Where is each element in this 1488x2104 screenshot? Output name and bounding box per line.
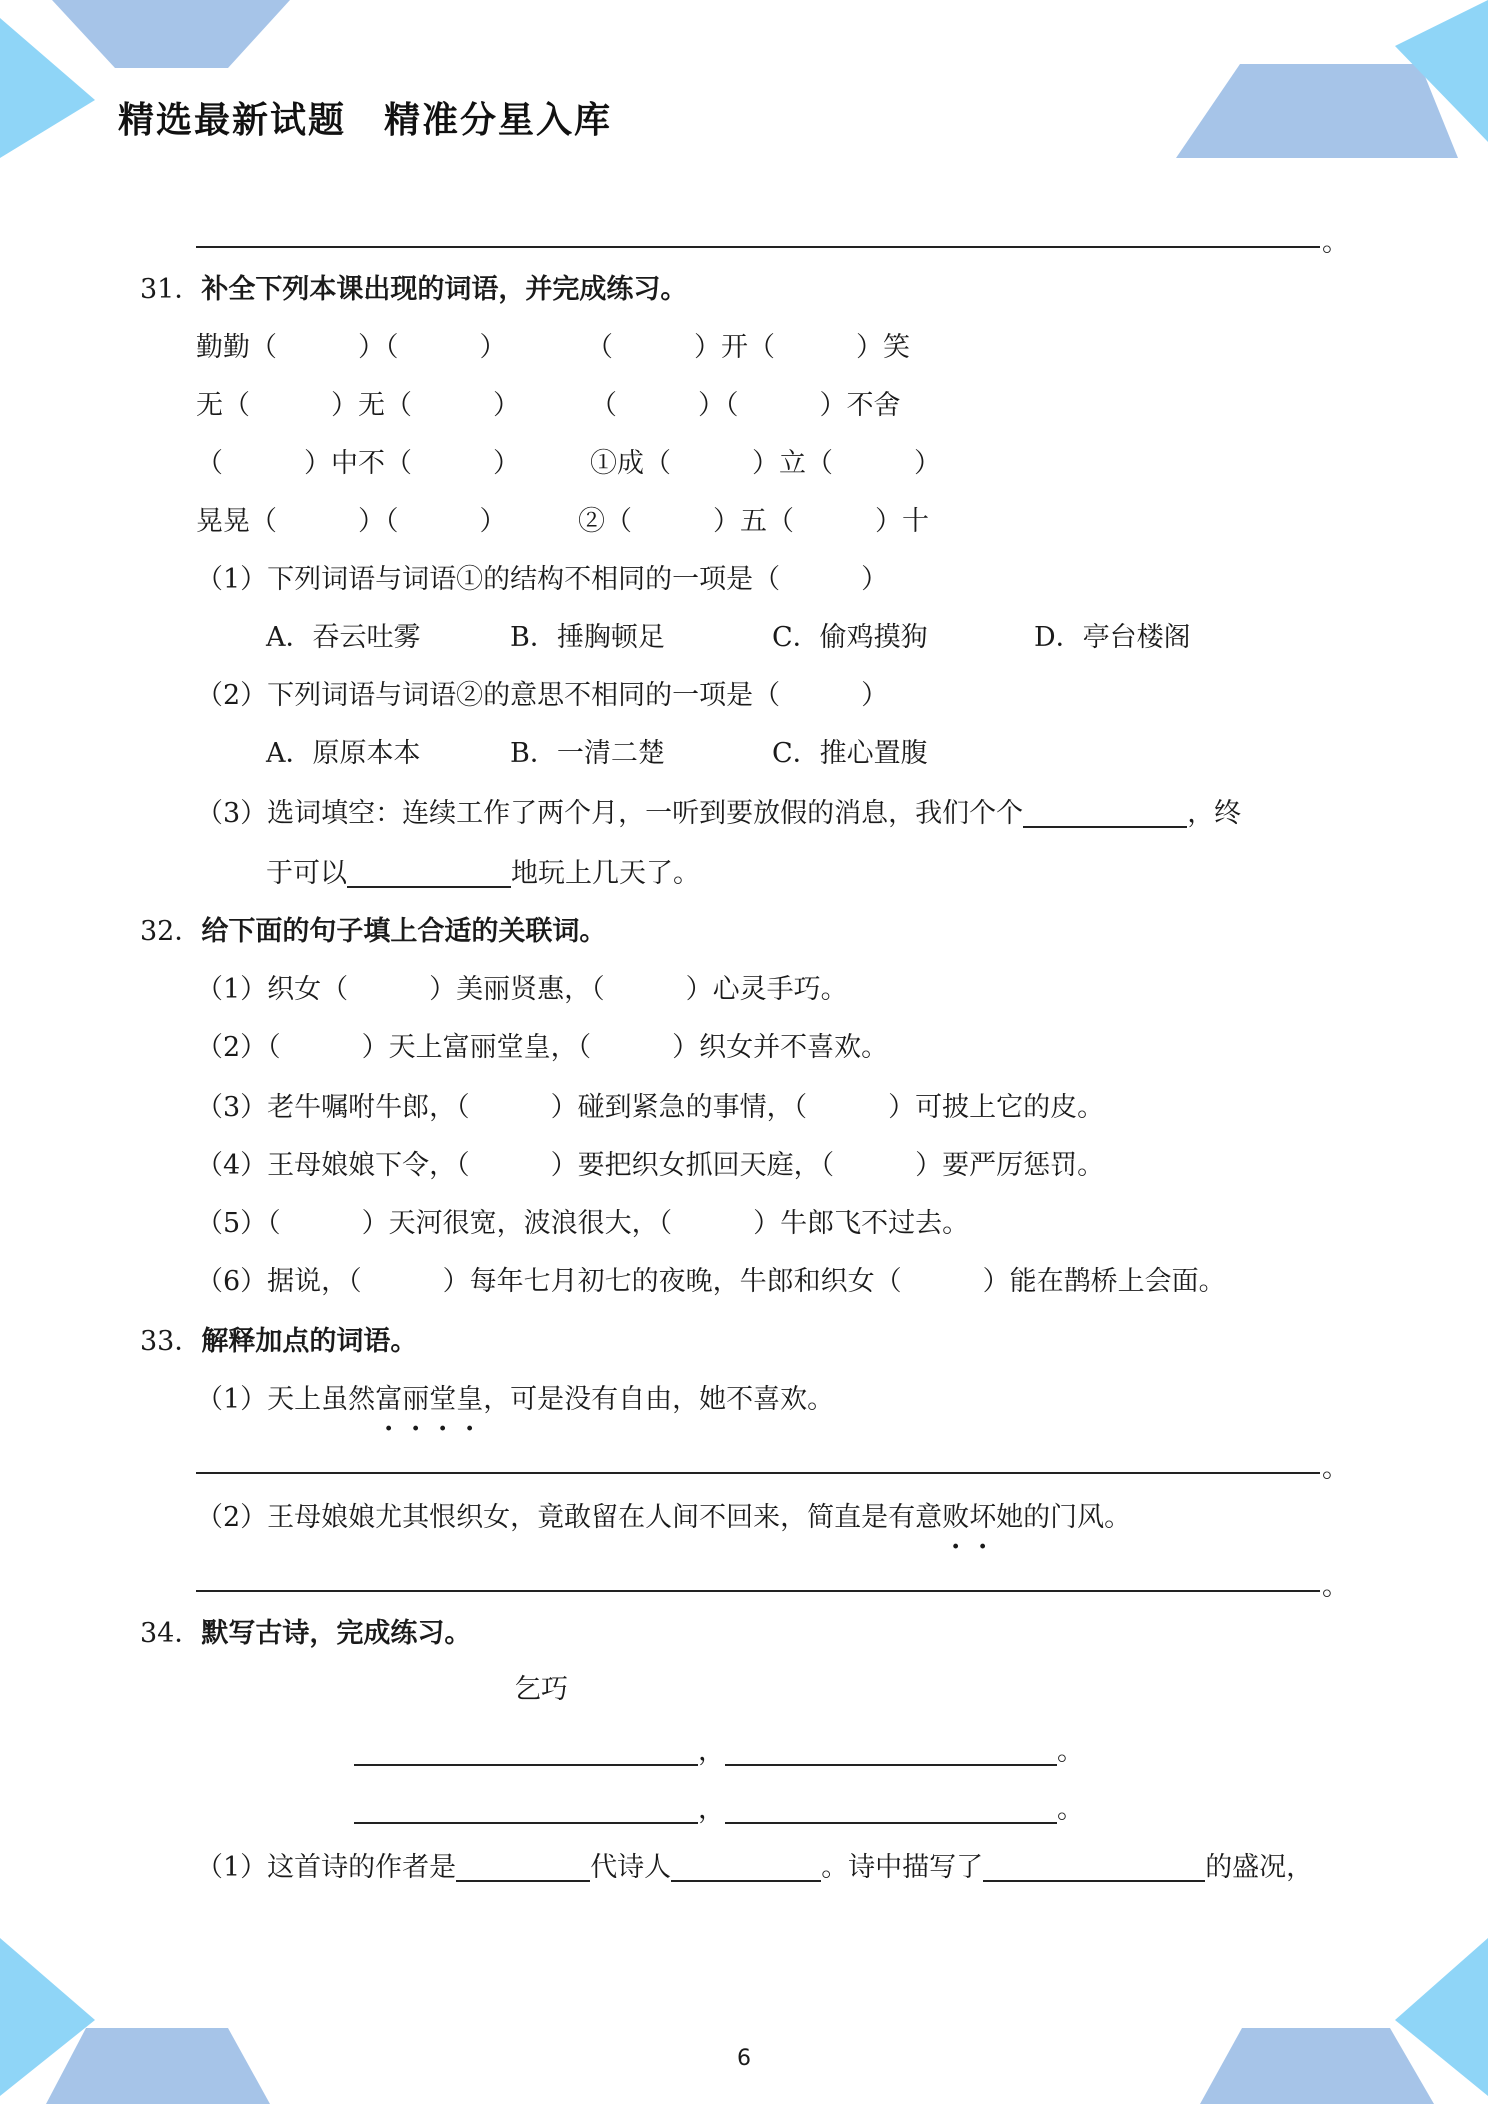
- q31-sub1-option-b[interactable]: B．捶胸顿足: [510, 622, 665, 653]
- q32-item-3[interactable]: （3）老牛嘱咐牛郎，（ ）碰到紧急的事情，（ ）可披上它的皮。: [196, 1092, 1105, 1123]
- q31-row3-word1[interactable]: （ ）中不（ ）: [196, 448, 520, 479]
- q33-answer-period-2: 。: [1322, 1571, 1349, 1602]
- q33-dotted-char: 败: [942, 1502, 970, 1533]
- poem-blank[interactable]: [725, 1794, 1057, 1824]
- poem-blank[interactable]: [725, 1736, 1057, 1766]
- q32-item-5[interactable]: （5）（ ）天河很宽，波浪很大，（ ）牛郎飞不过去。: [196, 1208, 970, 1239]
- q31-sub3-line1: [196, 796, 1241, 832]
- q33-dotted-char: 皇: [456, 1384, 484, 1415]
- top-right-trapezoid: [1176, 64, 1458, 158]
- q31-sub1-option-a[interactable]: A．吞云吐雾: [266, 622, 421, 653]
- q31-title: [140, 272, 687, 308]
- q31-row1-word2[interactable]: （ ）开（ ）笑: [586, 332, 910, 363]
- q31-sub1-option-c[interactable]: C．偷鸡摸狗: [772, 622, 928, 653]
- poem-title: 乞巧: [514, 1674, 568, 1705]
- q34-title: [140, 1616, 471, 1652]
- poem-comma: ，: [698, 1736, 725, 1767]
- q34-poet-blank[interactable]: [671, 1852, 821, 1882]
- q31-sub3-blank1[interactable]: [1023, 798, 1187, 828]
- q33-sentence-1: [196, 1382, 834, 1418]
- bottom-left-triangle: [0, 1938, 95, 2096]
- bottom-right-triangle: [1395, 1938, 1488, 2096]
- poem-period: 。: [1057, 1736, 1084, 1767]
- q31-sub2-options: [266, 736, 928, 772]
- q31-row3-word2[interactable]: ①成（ ）立（ ）: [590, 448, 941, 479]
- q31-sub2: （2）下列词语与词语②的意思不相同的一项是（ ）: [196, 680, 889, 711]
- poem-line-2: [354, 1792, 1084, 1828]
- q31-sub3-blank2[interactable]: [347, 858, 511, 888]
- q34-scene-blank[interactable]: [983, 1852, 1205, 1882]
- q33-dotted-char: 丽: [402, 1384, 430, 1415]
- answer-period-top: 。: [1322, 227, 1349, 258]
- q31-row-1: [196, 330, 910, 366]
- q32-item-1[interactable]: （1）织女（ ）美丽贤惠，（ ）心灵手巧。: [196, 974, 848, 1005]
- q31-sub2-option-a[interactable]: A．原原本本: [266, 738, 421, 769]
- top-left-triangle: [0, 18, 95, 158]
- q31-row-2: [196, 388, 901, 424]
- q31-sub1: （1）下列词语与词语①的结构不相同的一项是（ ）: [196, 564, 889, 595]
- q31-title-text: 补全下列本课出现的词语，并完成练习。: [201, 274, 688, 305]
- q31-row2-word2[interactable]: （ ）（ ）不舍: [590, 390, 901, 421]
- q31-row4-word2[interactable]: ②（ ）五（ ）十: [578, 506, 929, 537]
- poem-blank[interactable]: [354, 1736, 698, 1766]
- q33-number: 33．: [140, 1326, 202, 1357]
- q31-sub1-options: [266, 620, 1191, 656]
- q34-dynasty-blank[interactable]: [456, 1852, 590, 1882]
- q31-row2-word1[interactable]: 无（ ）无（ ）: [196, 390, 520, 421]
- q32-item-6[interactable]: （6）据说，（ ）每年七月初七的夜晚，牛郎和织女（ ）能在鹊桥上会面。: [196, 1266, 1226, 1297]
- q31-row-3: [196, 446, 941, 482]
- q33-answer-period-1: 。: [1322, 1453, 1349, 1484]
- poem-comma: ，: [698, 1794, 725, 1825]
- q32-number: 32．: [140, 916, 202, 947]
- q31-sub2-option-c[interactable]: C．推心置腹: [772, 738, 928, 769]
- q34-sub1-text-c: 。诗中描写了: [821, 1852, 984, 1883]
- q33-sentence-2: [196, 1500, 1131, 1536]
- q31-sub3-text-d: 地玩上几天了。: [511, 858, 700, 889]
- q31-sub3-line2: [266, 856, 700, 892]
- q31-row-4: [196, 504, 929, 540]
- q31-row4-word1[interactable]: 晃晃（ ）（ ）: [196, 506, 507, 537]
- header-title: 精选最新试题 精准分星入库: [118, 100, 613, 141]
- q34-sub1-text-b: 代诗人: [590, 1852, 672, 1883]
- q33-s1-pre: （1）天上虽然: [196, 1384, 376, 1415]
- q32-title-text: 给下面的句子填上合适的关联词。: [201, 916, 607, 947]
- q32-item-4[interactable]: （4）王母娘娘下令，（ ）要把织女抓回天庭，（ ）要严厉惩罚。: [196, 1150, 1105, 1181]
- q33-dotted-char: 富: [375, 1384, 403, 1415]
- q33-answer-line-2[interactable]: [196, 1590, 1320, 1592]
- poem-period: 。: [1057, 1794, 1084, 1825]
- q31-sub2-option-b[interactable]: B．一清二楚: [510, 738, 665, 769]
- page-number: 6: [737, 2046, 751, 2071]
- q31-number: 31．: [140, 274, 202, 305]
- q31-sub3-text-b: ，终: [1187, 798, 1242, 829]
- q34-number: 34．: [140, 1618, 202, 1649]
- q33-dotted-char: 堂: [429, 1384, 457, 1415]
- q31-sub3-text-a: （3）选词填空：连续工作了两个月，一听到要放假的消息，我们个个: [196, 798, 1024, 829]
- q33-title-text: 解释加点的词语。: [201, 1326, 418, 1357]
- top-left-trapezoid: [52, 0, 290, 68]
- q34-sub1-text-d: 的盛况，: [1205, 1852, 1314, 1883]
- q33-s2-pre: （2）王母娘娘尤其恨织女，竟敢留在人间不回来，简直是有意: [196, 1502, 943, 1533]
- q31-row1-word1[interactable]: 勤勤（ ）（ ）: [196, 332, 507, 363]
- q34-title-text: 默写古诗，完成练习。: [201, 1618, 472, 1649]
- q32-item-2[interactable]: （2）（ ）天上富丽堂皇，（ ）织女并不喜欢。: [196, 1032, 889, 1063]
- q34-sub1-text-a: （1）这首诗的作者是: [196, 1852, 457, 1883]
- q32-title: [140, 914, 606, 950]
- q33-dotted-char: 坏: [969, 1502, 997, 1533]
- top-right-triangle: [1395, 0, 1488, 142]
- q33-s1-post: ，可是没有自由，她不喜欢。: [483, 1384, 835, 1415]
- answer-line-top[interactable]: [196, 246, 1320, 248]
- q33-s2-post: 她的门风。: [996, 1502, 1132, 1533]
- q31-sub1-option-d[interactable]: D．亭台楼阁: [1034, 622, 1191, 653]
- poem-blank[interactable]: [354, 1794, 698, 1824]
- q33-answer-line-1[interactable]: [196, 1472, 1320, 1474]
- q34-sub1: [196, 1850, 1313, 1886]
- poem-line-1: [354, 1734, 1084, 1770]
- q33-title: [140, 1324, 417, 1360]
- q31-sub3-text-c: 于可以: [266, 858, 347, 889]
